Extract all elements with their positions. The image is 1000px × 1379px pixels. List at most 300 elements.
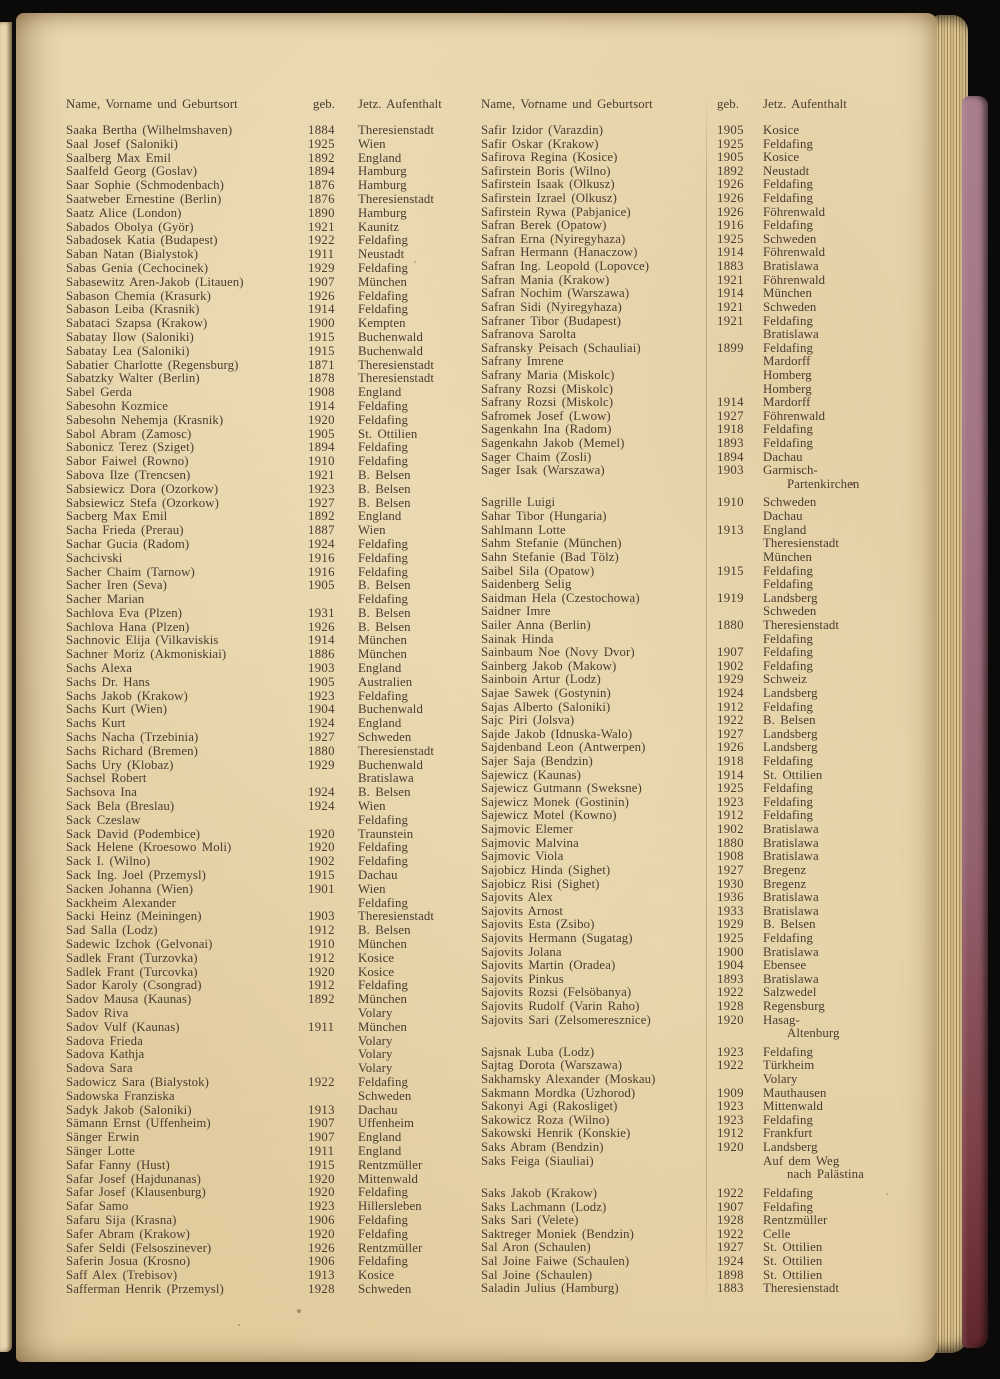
header-year-left: geb.	[313, 97, 336, 111]
table-row	[66, 827, 468, 841]
residence-cell: Türkheim	[763, 1058, 815, 1073]
name-cell: Sad Salla (Lodz)	[66, 923, 158, 938]
name-cell: Safran Nochim (Warszawa)	[481, 286, 630, 301]
table-row	[481, 273, 889, 287]
residence-cell: Buchenwald	[358, 702, 423, 717]
table-row	[481, 890, 889, 904]
table-row	[481, 1013, 889, 1027]
name-cell: Sabas Genia (Cechocinek)	[66, 260, 209, 275]
residence-cell: Landsberg	[763, 685, 818, 700]
name-cell: Safer Abram (Krakow)	[66, 1226, 190, 1241]
name-cell: Safar Josef (Klausenburg)	[66, 1185, 206, 1200]
year-cell: 1915	[308, 868, 335, 883]
name-cell: Sachs Kurt (Wien)	[66, 702, 168, 717]
table-row	[66, 123, 468, 137]
name-cell: Sachner Moriz (Akmoniskiai)	[66, 647, 227, 662]
table-row	[481, 877, 889, 891]
name-cell: Saks Sari (Velete)	[481, 1213, 579, 1228]
year-cell: 1928	[308, 1281, 335, 1296]
table-row	[481, 523, 889, 537]
residence-cell: Feldafing	[763, 1044, 813, 1059]
table-row	[66, 896, 468, 910]
name-cell: Sajmovic Elemer	[481, 822, 573, 837]
name-cell: Sabesohn Nehemja (Krasnik)	[66, 412, 224, 427]
year-cell: 1929	[308, 757, 335, 772]
table-row	[66, 151, 468, 165]
name-cell: Sachcivski	[66, 550, 123, 565]
year-cell: 1913	[717, 522, 744, 537]
year-cell: 1924	[717, 685, 744, 700]
year-cell: 1922	[717, 1058, 744, 1073]
table-row	[481, 150, 889, 164]
residence-cell: Homberg	[763, 381, 812, 396]
name-cell: Sajovits Sari (Zelsomeresznice)	[481, 1012, 651, 1027]
name-cell: Saar Sophie (Schmodenbach)	[66, 178, 224, 193]
table-row	[66, 978, 468, 992]
year-cell: 1927	[717, 726, 744, 741]
year-cell: 1905	[308, 578, 335, 593]
name-cell: Safirova Regina (Kosice)	[481, 150, 618, 165]
name-cell: Sabatay Lea (Saloniki)	[66, 343, 190, 358]
residence-cell: Feldafing	[763, 808, 813, 823]
name-cell: Sabatzky Walter (Berlin)	[66, 371, 200, 386]
name-cell: Sajer Saja (Bendzin)	[481, 754, 593, 769]
table-row	[66, 344, 468, 358]
year-cell: 1925	[308, 136, 335, 151]
name-cell: Safferman Henrik (Przemysl)	[66, 1281, 224, 1296]
name-cell: Saatz Alice (London)	[66, 205, 182, 220]
table-row	[481, 768, 889, 782]
residence-cell: Kosice	[358, 964, 395, 979]
name-cell: Sabor Faiwel (Rowno)	[66, 454, 189, 469]
name-cell: Sackheim Alexander	[66, 895, 177, 910]
name-cell: Saal Josef (Saloniki)	[66, 136, 179, 151]
table-row	[481, 1254, 889, 1268]
name-cell: Sachs Alexa	[66, 661, 133, 676]
table-row	[481, 1227, 889, 1241]
table-row	[66, 840, 468, 854]
table-row	[66, 1061, 468, 1075]
table-row	[481, 409, 889, 423]
year-cell: 1925	[717, 136, 744, 151]
residence-cell: Feldafing	[358, 854, 408, 869]
table-row	[66, 233, 468, 247]
residence-cell: B. Belsen	[358, 785, 411, 800]
year-cell: 1884	[308, 123, 335, 137]
residence-cell: Volary	[358, 1006, 393, 1020]
name-cell: Sabason Leiba (Krasnik)	[66, 302, 200, 317]
year-cell: 1929	[308, 260, 335, 275]
residence-cell: Volary	[358, 1047, 393, 1062]
table-row	[66, 427, 468, 441]
year-cell: 1910	[717, 495, 744, 510]
name-cell: Sajovits Esta (Zsibo)	[481, 917, 595, 932]
residence-cell: Neustadt	[358, 247, 405, 262]
table-row	[481, 137, 889, 151]
residence-cell: Theresienstadt	[763, 617, 840, 632]
table-row	[66, 509, 468, 523]
name-cell: Sakmann Mordka (Uzhorod)	[481, 1085, 636, 1100]
residence-cell: Feldafing	[358, 550, 408, 565]
residence-cell: Feldafing	[358, 1254, 408, 1269]
table-row	[481, 1045, 889, 1059]
table-row	[66, 1213, 468, 1227]
name-cell: Sabsiewicz Stefa (Ozorkow)	[66, 495, 220, 510]
residence-cell: Wien	[358, 881, 386, 896]
residence-cell: Feldafing	[763, 177, 813, 192]
residence-cell: Bratislawa	[763, 835, 819, 850]
table-row	[481, 849, 889, 863]
year-cell: 1913	[308, 1102, 335, 1117]
residence-cell: Feldafing	[358, 288, 408, 303]
name-cell: Safar Samo	[66, 1199, 129, 1214]
residence-cell: Uffenheim	[358, 1116, 415, 1131]
residence-cell: Regensburg	[763, 999, 825, 1013]
year-cell: 1926	[308, 288, 335, 303]
residence-cell: England	[358, 509, 402, 524]
year-cell: 1914	[717, 395, 744, 410]
name-cell: Sajtag Dorota (Warszawa)	[481, 1058, 623, 1073]
name-cell: Sahlmann Lotte	[481, 522, 566, 537]
table-row	[481, 972, 889, 986]
table-header	[66, 97, 912, 113]
residence-cell: Feldafing	[763, 218, 813, 233]
year-cell: 1927	[717, 862, 744, 877]
year-cell: 1902	[717, 822, 744, 837]
table-row	[66, 730, 468, 744]
table-row	[66, 937, 468, 951]
table-row	[66, 1130, 468, 1144]
table-row	[66, 454, 468, 468]
residence-cell: Hamburg	[358, 164, 407, 179]
year-cell: 1927	[308, 495, 335, 510]
name-cell: Sajsnak Luba (Lodz)	[481, 1044, 595, 1059]
year-cell: 1920	[717, 1140, 744, 1155]
year-cell: 1930	[717, 876, 744, 891]
table-row	[66, 302, 468, 316]
name-cell: Sabova Ilze (Trencsen)	[66, 467, 191, 482]
year-cell: 1911	[308, 1019, 335, 1034]
name-cell: Safir Oskar (Krakow)	[481, 136, 599, 151]
name-cell: Safrany Maria (Miskolc)	[481, 367, 615, 382]
table-row	[66, 675, 468, 689]
year-cell: 1923	[717, 1112, 744, 1127]
year-cell: 1912	[308, 978, 335, 993]
table-row	[66, 744, 468, 758]
name-cell: Sadlek Frant (Turcovka)	[66, 964, 198, 979]
residence-cell: Schweden	[763, 299, 817, 314]
table-row	[481, 945, 889, 959]
year-cell: 1915	[308, 343, 335, 358]
name-cell: Saalberg Max Emil	[66, 150, 171, 165]
name-cell: Sachsel Robert	[66, 771, 147, 786]
residence-cell: Traunstein	[358, 826, 414, 841]
table-row	[66, 951, 468, 965]
table-row	[66, 771, 468, 785]
year-cell: 1922	[717, 1185, 744, 1200]
name-cell: Sabason Chemia (Krasurk)	[66, 288, 211, 303]
year-cell: 1923	[717, 1044, 744, 1059]
year-cell: 1893	[717, 436, 744, 451]
name-cell: Sadov Mausa (Kaunas)	[66, 992, 192, 1007]
residence-cell: Feldafing	[763, 563, 813, 578]
table-row	[66, 1006, 468, 1020]
name-cell: Sadov Vulf (Kaunas)	[66, 1019, 180, 1034]
table-row	[481, 659, 889, 673]
residence-cell: Bratislawa	[763, 903, 819, 918]
year-cell: 1924	[308, 799, 335, 814]
year-cell: 1894	[717, 449, 744, 464]
residence-cell: Kosice	[763, 123, 800, 137]
name-cell: Sachar Gucia (Radom)	[66, 536, 190, 551]
name-cell: Safraner Tibor (Budapest)	[481, 313, 622, 328]
table-row	[481, 917, 889, 931]
residence-cell: B. Belsen	[358, 923, 411, 938]
year-cell: 1922	[308, 233, 335, 248]
name-cell: Saidenberg Selig	[481, 577, 572, 592]
name-cell: Sacberg Max Emil	[66, 509, 168, 524]
name-cell: Safirstein Izrael (Olkusz)	[481, 191, 617, 206]
name-cell: Sailer Anna (Berlin)	[481, 617, 591, 632]
year-cell: 1880	[717, 617, 744, 632]
previous-page-edge	[0, 22, 12, 1352]
year-cell: 1920	[308, 1171, 335, 1186]
header-residence-right: Jetz. Aufenthalt	[763, 97, 847, 111]
name-cell: Sajovits Rozsi (Felsöbanya)	[481, 985, 632, 1000]
table-row	[66, 468, 468, 482]
name-cell: Sack Bela (Breslau)	[66, 799, 175, 814]
table-row	[66, 620, 468, 634]
year-cell: 1906	[308, 1212, 335, 1227]
residence-cell: Hillersleben	[358, 1199, 422, 1214]
table-row	[481, 1268, 889, 1282]
year-cell: 1906	[308, 1254, 335, 1269]
year-cell: 1920	[717, 1012, 744, 1027]
name-cell: Sack David (Podembice)	[66, 826, 201, 841]
residence-cell: Mittenwald	[358, 1171, 418, 1186]
name-cell: Saks Feiga (Siauliai)	[481, 1153, 594, 1168]
table-row	[481, 341, 889, 355]
year-cell: 1929	[717, 672, 744, 687]
residence-cell: Homberg	[763, 367, 812, 382]
name-cell: Sajovits Martin (Oradea)	[481, 958, 616, 973]
name-cell: Sabol Abram (Zamosc)	[66, 426, 192, 441]
table-row	[481, 822, 889, 836]
table-row	[66, 882, 468, 896]
table-row	[66, 220, 468, 234]
residence-cell: St. Ottilien	[763, 1253, 823, 1268]
year-cell: 1907	[308, 1116, 335, 1131]
year-cell: 1921	[308, 467, 335, 482]
residence-cell: Kosice	[358, 950, 395, 965]
year-cell: 1920	[308, 964, 335, 979]
year-cell: 1921	[308, 219, 335, 234]
name-cell: Sajewicz Monek (Gostinin)	[481, 794, 629, 809]
year-cell: 1900	[308, 316, 335, 331]
year-cell: 1929	[717, 917, 744, 932]
table-row	[66, 785, 468, 799]
year-cell: 1876	[308, 178, 335, 193]
residence-cell: Buchenwald	[358, 329, 423, 344]
name-cell: Saibel Sila (Opatow)	[481, 563, 595, 578]
residence-cell: Föhrenwald	[763, 408, 826, 423]
year-cell: 1914	[717, 286, 744, 301]
residence-cell: Feldafing	[358, 536, 408, 551]
residence-cell: Feldafing	[763, 781, 813, 796]
name-cell: Safir Izidor (Varazdin)	[481, 123, 604, 137]
name-cell: Sachlova Eva (Plzen)	[66, 605, 183, 620]
table-row	[66, 716, 468, 730]
year-cell: 1926	[717, 177, 744, 192]
table-row	[481, 123, 889, 137]
name-cell: Sadova Sara	[66, 1061, 133, 1076]
residence-cell: Hasag-	[763, 1012, 800, 1027]
residence-cell: Theresienstadt	[358, 743, 435, 758]
year-cell: 1922	[717, 985, 744, 1000]
table-row	[66, 633, 468, 647]
name-cell: Safirstein Boris (Wilno)	[481, 163, 611, 178]
name-cell: Sainak Hinda	[481, 631, 554, 646]
residence-cell: Feldafing	[763, 631, 813, 646]
name-cell: Sack Helene (Kroesowo Moli)	[66, 840, 232, 855]
name-cell: Sadowicz Sara (Bialystok)	[66, 1074, 209, 1089]
table-row	[66, 330, 468, 344]
name-cell: Sajewicz Motel (Kowno)	[481, 808, 617, 823]
table-row	[66, 1254, 468, 1268]
year-cell: 1924	[308, 785, 335, 800]
year-cell: 1915	[717, 563, 744, 578]
residence-cell: München	[358, 992, 408, 1007]
residence-cell: B. Belsen	[358, 605, 411, 620]
year-cell: 1920	[308, 840, 335, 855]
table-row	[481, 1126, 889, 1140]
year-cell: 1880	[308, 743, 335, 758]
table-row	[66, 1172, 468, 1186]
year-cell: 1886	[308, 647, 335, 662]
table-row	[66, 1241, 468, 1255]
year-cell: 1911	[308, 247, 335, 262]
year-cell: 1921	[717, 299, 744, 314]
name-cell: Safran Hermann (Hanaczow)	[481, 245, 638, 260]
residence-cell: Feldafing	[763, 313, 813, 328]
name-cell: Safar Josef (Hajdunanas)	[66, 1171, 202, 1186]
header-name-left: Name, Vorname und Geburtsort	[66, 97, 238, 111]
year-cell: 1920	[308, 826, 335, 841]
residence-cell: Feldafing	[358, 592, 408, 607]
table-row	[481, 422, 889, 436]
residence-cell: Feldafing	[358, 1212, 408, 1227]
residence-cell: Feldafing	[358, 440, 408, 455]
residence-cell: Kosice	[763, 150, 800, 165]
table-row	[481, 450, 889, 464]
name-cell: Safran Sidi (Nyiregyhaza)	[481, 299, 622, 314]
table-row	[481, 863, 889, 877]
name-cell: Sabados Obolya (Györ)	[66, 219, 194, 234]
table-row	[66, 758, 468, 772]
year-cell: 1925	[717, 781, 744, 796]
residence-cell: München	[358, 274, 408, 289]
residence-cell: Theresienstadt	[763, 536, 840, 551]
year-cell: 1916	[717, 218, 744, 233]
table-row	[481, 354, 889, 368]
year-cell: 1912	[308, 950, 335, 965]
residence-cell: Celle	[763, 1226, 791, 1241]
header-residence-left: Jetz. Aufenthalt	[358, 97, 442, 111]
residence-cell: Altenburg	[787, 1026, 840, 1041]
name-cell: Safranova Sarolta	[481, 327, 577, 342]
table-row	[481, 1072, 889, 1086]
residence-cell: Bratislawa	[358, 771, 414, 786]
table-row	[481, 1240, 889, 1254]
residence-cell: Feldafing	[763, 136, 813, 151]
residence-cell: Dachau	[763, 449, 803, 464]
residence-cell: Feldafing	[358, 412, 408, 427]
residence-cell: Schweden	[763, 231, 817, 246]
year-cell: 1923	[308, 481, 335, 496]
residence-cell: Feldafing	[358, 895, 408, 910]
name-cell: Sacher Marian	[66, 592, 145, 607]
table-row	[66, 289, 468, 303]
table-row	[66, 647, 468, 661]
year-cell: 1883	[717, 1281, 744, 1296]
name-cell: Sajovits Hermann (Sugatag)	[481, 930, 633, 945]
name-cell: Sadlek Frant (Turzovka)	[66, 950, 198, 965]
table-row	[481, 632, 889, 646]
year-cell: 1926	[717, 740, 744, 755]
name-cell: Sajdenband Leon (Antwerpen)	[481, 740, 646, 755]
residence-cell: Auf dem Weg	[763, 1153, 840, 1168]
table-row	[66, 992, 468, 1006]
table-row	[481, 191, 889, 205]
year-cell: 1921	[717, 313, 744, 328]
residence-cell: Landsberg	[763, 590, 818, 605]
year-cell: 1927	[717, 408, 744, 423]
table-row	[481, 477, 889, 491]
name-cell: Safer Seldi (Felsoszinever)	[66, 1240, 212, 1255]
table-row	[481, 999, 889, 1013]
residence-cell: Feldafing	[763, 645, 813, 660]
name-cell: Sajovits Pinkus	[481, 971, 564, 986]
name-cell: Safran Erna (Nyiregyhaza)	[481, 231, 626, 246]
residence-cell: B. Belsen	[358, 619, 411, 634]
table-row	[66, 813, 468, 827]
table-row	[66, 1144, 468, 1158]
residence-cell: Bregenz	[763, 876, 807, 891]
year-cell: 1880	[717, 835, 744, 850]
table-row	[481, 1058, 889, 1072]
name-cell: Safransky Peisach (Schauliai)	[481, 340, 641, 355]
table-row	[481, 1154, 889, 1168]
year-cell: 1924	[308, 716, 335, 731]
name-cell: Sacki Heinz (Meiningen)	[66, 909, 202, 924]
residence-cell: Bratislawa	[763, 327, 819, 342]
residence-cell: Landsberg	[763, 726, 818, 741]
year-cell: 1923	[717, 794, 744, 809]
name-cell: Sachs Kurt	[66, 716, 126, 731]
name-cell: Sakonyi Agi (Rakosliget)	[481, 1099, 618, 1114]
year-cell: 1920	[308, 412, 335, 427]
residence-cell: München	[358, 1019, 408, 1034]
residence-cell: Feldafing	[358, 454, 408, 469]
table-row	[66, 909, 468, 923]
year-cell: 1914	[308, 302, 335, 317]
residence-cell: Salzwedel	[763, 985, 817, 1000]
residence-cell: Kempten	[358, 316, 406, 331]
year-cell: 1912	[717, 808, 744, 823]
name-cell: Sajobicz Risi (Sighet)	[481, 876, 600, 891]
year-cell: 1883	[717, 259, 744, 274]
year-cell: 1931	[308, 605, 335, 620]
